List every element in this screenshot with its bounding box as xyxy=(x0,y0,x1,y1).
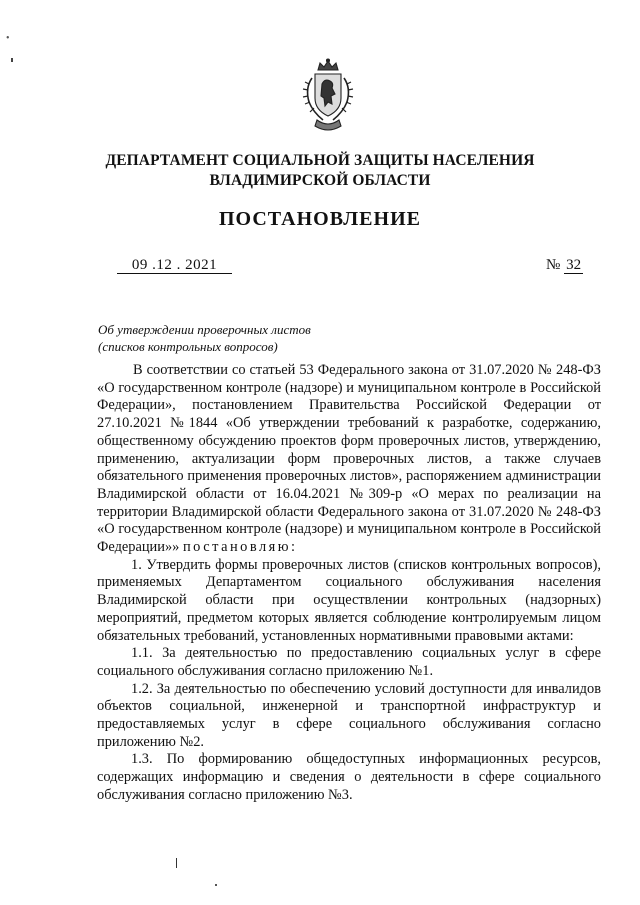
scan-artifact xyxy=(11,58,13,62)
item-1-1-paragraph: 1.1. За деятельностью по предоставлению социальных услуг в сфере социального обслуживания согласно приложению №1. xyxy=(97,645,601,679)
decree-word: постановляю: xyxy=(182,539,298,556)
document-date-value: 09 .12 . 2021 xyxy=(131,257,218,273)
item-1-3-paragraph: 1.3. По формированию общедоступных информационных ресурсов, содержащих информацию и сведения о деятельности в сфере социального обслуживания согласно приложению №3. xyxy=(97,751,601,803)
coat-of-arms-icon xyxy=(301,58,355,136)
document-number xyxy=(546,258,583,273)
subject-line2: (списков контрольных вопросов) xyxy=(98,339,278,354)
number-sign: № xyxy=(546,257,561,273)
document-number-value: 32 xyxy=(566,257,582,273)
scan-artifact xyxy=(176,858,177,868)
department-name-line2: ВЛАДИМИРСКОЙ ОБЛАСТИ xyxy=(209,172,431,189)
document-body xyxy=(97,362,601,805)
subject-line1: Об утверждении проверочных листов xyxy=(98,322,311,337)
document-subject xyxy=(98,321,398,355)
scan-artifact xyxy=(215,884,217,886)
item-1-2-paragraph: 1.2. За деятельностью по обеспечению условий доступности для инвалидов объектов социальной, инженерной и транспортной инфраструктур и предоставляемых услуг в сфере социального обслуживания согласно приложению №2. xyxy=(97,680,601,750)
document-date xyxy=(117,258,232,274)
preamble-text: В соответствии со статьей 53 Федерального закона от 31.07.2020 № 248-ФЗ «О государственном контроле (надзоре) и муниципальном контроле в Российской Федерации», постановлением Правительства Российской Федерации от 27.10.2021 №1844 «Об утверждении требований к разработке, содержанию, общественному обсуждению проектов форм проверочных листов, утверждению, применению, актуализации форм проверочных листов, а также случаев обязательного применения проверочных листов», распоряжением администрации Владимирской области от 16.04.2021 №309-р «О мерах по реализации на территории Владимирской области Федерального закона от 31.07.2020 № 248-ФЗ «О государственном контроле (надзоре) и муниципальном контроле в Российской Федерации»» xyxy=(97,362,601,556)
document-type-title: ПОСТАНОВЛЕНИЕ xyxy=(219,208,421,230)
item-1-paragraph: 1. Утвердить формы проверочных листов (списков контрольных вопросов), применяемых Департаментом социального обслуживания населения Владимирской области при осуществлении контрольных (надзорных) мероприятий, предметом которых является соблюдение контролируемым лицом обязательных требований, установленных нормативными правовыми актами: xyxy=(97,556,601,644)
scan-artifact: • xyxy=(6,33,10,44)
preamble-paragraph xyxy=(97,362,601,557)
department-name-line1: ДЕПАРТАМЕНТ СОЦИАЛЬНОЙ ЗАЩИТЫ НАСЕЛЕНИЯ xyxy=(105,152,535,169)
department-name xyxy=(60,151,580,191)
